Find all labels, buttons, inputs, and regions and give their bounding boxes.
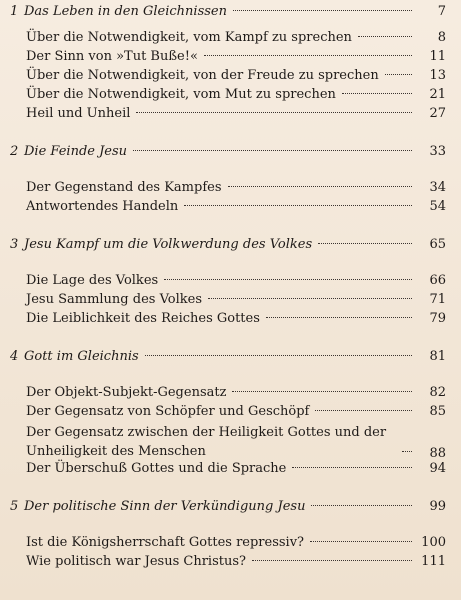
section-entry bbox=[10, 311, 446, 330]
section-entry bbox=[10, 404, 446, 423]
section-list bbox=[10, 30, 446, 125]
section-title: Die Lage des Volkes bbox=[26, 273, 159, 288]
chapter-heading bbox=[10, 499, 446, 525]
section-list bbox=[10, 273, 446, 330]
section-title: Wie politisch war Jesus Christus? bbox=[26, 554, 246, 569]
page-number: 99 bbox=[429, 499, 446, 514]
leader-dots bbox=[228, 186, 412, 187]
page-number: 66 bbox=[429, 273, 446, 288]
chapter-title: Gott im Gleichnis bbox=[24, 349, 139, 364]
chapter-number: 2 bbox=[10, 144, 19, 159]
section-title: Über die Notwendigkeit, von der Freude zu sprechen bbox=[26, 68, 379, 83]
section-title: Der Sinn von »Tut Buße!« bbox=[26, 49, 198, 64]
page-number: 94 bbox=[429, 461, 446, 476]
section-entry bbox=[10, 273, 446, 292]
chapter-4 bbox=[10, 349, 446, 480]
page-number: 11 bbox=[429, 49, 446, 64]
leader-dots bbox=[292, 467, 412, 468]
leader-dots bbox=[232, 391, 412, 392]
leader-dots bbox=[136, 112, 412, 113]
section-list bbox=[10, 180, 446, 218]
page-number: 65 bbox=[429, 237, 446, 252]
chapter-title: Der politische Sinn der Verkündigung Jesu bbox=[24, 499, 306, 514]
chapter-number: 3 bbox=[10, 237, 19, 252]
leader-dots bbox=[164, 279, 412, 280]
page-number: 21 bbox=[429, 87, 446, 102]
leader-dots bbox=[133, 150, 412, 151]
page-number: 71 bbox=[429, 292, 446, 307]
leader-dots bbox=[310, 541, 412, 542]
section-title: Der Gegensatz zwischen der Heiligkeit Gottes und der Unheiligkeit des Menschen bbox=[26, 425, 387, 459]
page-number: 33 bbox=[429, 144, 446, 159]
page-number: 27 bbox=[429, 106, 446, 121]
leader-dots bbox=[208, 298, 412, 299]
chapter-heading bbox=[10, 4, 446, 30]
chapter-number: 1 bbox=[10, 4, 19, 19]
section-title: Die Leiblichkeit des Reiches Gottes bbox=[26, 311, 260, 326]
chapter-number: 4 bbox=[10, 349, 19, 364]
section-entry bbox=[10, 87, 446, 106]
section-list bbox=[10, 385, 446, 480]
leader-dots bbox=[145, 355, 412, 356]
page-number: 111 bbox=[421, 554, 446, 569]
section-entry bbox=[10, 180, 446, 199]
section-entry bbox=[10, 535, 446, 554]
section-title: Der Gegensatz von Schöpfer und Geschöpf bbox=[26, 404, 310, 419]
leader-dots bbox=[315, 410, 412, 411]
section-entry bbox=[10, 423, 446, 461]
leader-dots bbox=[342, 93, 412, 94]
page-number: 7 bbox=[437, 4, 446, 19]
chapter-heading bbox=[10, 144, 446, 170]
section-title: Über die Notwendigkeit, vom Mut zu sprechen bbox=[26, 87, 336, 102]
chapter-5 bbox=[10, 499, 446, 573]
chapter-2 bbox=[10, 144, 446, 218]
chapter-1 bbox=[10, 4, 446, 125]
leader-dots bbox=[385, 74, 412, 75]
chapter-title: Das Leben in den Gleichnissen bbox=[24, 4, 227, 19]
chapter-number: 5 bbox=[10, 499, 19, 514]
leader-dots bbox=[252, 560, 412, 561]
page-number: 88 bbox=[429, 446, 446, 461]
chapter-title: Jesu Kampf um die Volkwerdung des Volkes bbox=[24, 237, 313, 252]
section-entry bbox=[10, 49, 446, 68]
section-title: Der Objekt-Subjekt-Gegensatz bbox=[26, 385, 227, 400]
leader-dots bbox=[311, 505, 412, 506]
leader-dots bbox=[184, 205, 412, 206]
page-number: 100 bbox=[421, 535, 446, 550]
leader-dots bbox=[318, 243, 412, 244]
section-title: Ist die Königsherrschaft Gottes repressiv? bbox=[26, 535, 305, 550]
page-number: 82 bbox=[429, 385, 446, 400]
section-entry bbox=[10, 292, 446, 311]
section-title: Der Gegenstand des Kampfes bbox=[26, 180, 222, 195]
leader-dots bbox=[402, 451, 412, 452]
section-entry bbox=[10, 68, 446, 87]
leader-dots bbox=[358, 36, 412, 37]
section-entry bbox=[10, 106, 446, 125]
table-of-contents bbox=[10, 4, 446, 573]
chapter-3 bbox=[10, 237, 446, 330]
section-list bbox=[10, 535, 446, 573]
page-number: 81 bbox=[429, 349, 446, 364]
chapter-heading bbox=[10, 349, 446, 375]
page-number: 8 bbox=[437, 30, 446, 45]
leader-dots bbox=[266, 317, 412, 318]
page-number: 54 bbox=[429, 199, 446, 214]
section-entry bbox=[10, 461, 446, 480]
section-title: Heil und Unheil bbox=[26, 106, 131, 121]
chapter-heading bbox=[10, 237, 446, 263]
chapter-title: Die Feinde Jesu bbox=[24, 144, 128, 159]
section-title: Der Überschuß Gottes und die Sprache bbox=[26, 461, 287, 476]
section-title: Jesu Sammlung des Volkes bbox=[26, 292, 202, 307]
section-entry bbox=[10, 385, 446, 404]
page-number: 79 bbox=[429, 311, 446, 326]
page-number: 13 bbox=[429, 68, 446, 83]
page-number: 34 bbox=[429, 180, 446, 195]
section-entry bbox=[10, 199, 446, 218]
leader-dots bbox=[204, 55, 412, 56]
section-entry bbox=[10, 30, 446, 49]
section-title: Über die Notwendigkeit, vom Kampf zu sprechen bbox=[26, 30, 352, 45]
page-number: 85 bbox=[429, 404, 446, 419]
section-title: Antwortendes Handeln bbox=[26, 199, 179, 214]
leader-dots bbox=[233, 10, 412, 11]
section-entry bbox=[10, 554, 446, 573]
